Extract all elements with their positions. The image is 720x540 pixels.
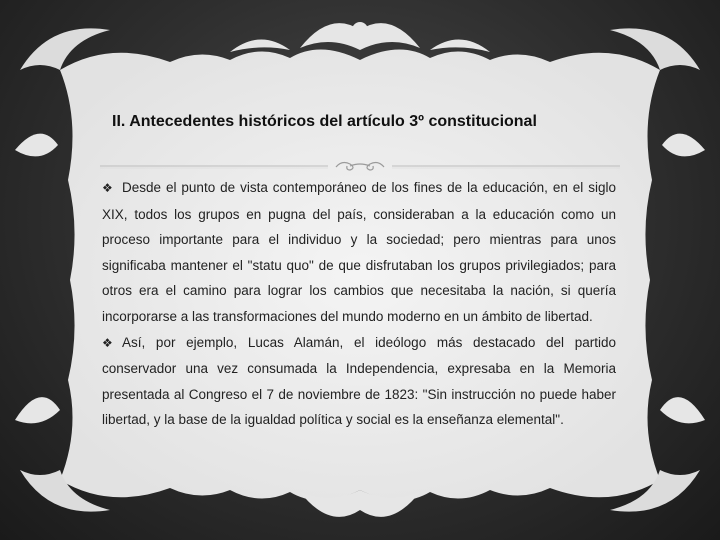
paragraph-2-text: Así, por ejemplo, Lucas Alamán, el ideólogo más destacado del partido conservador una vez consumada la Independencia, expresaba en la Memoria presentada al Congreso el 7 de noviembre de 1823: "Sin instrucción no puede haber libertad, y la base de la igualdad política y social es la enseñanza elemental". — [102, 334, 616, 428]
divider-swirl-icon — [336, 163, 384, 170]
diamond-bullet-icon: ❖ — [102, 181, 113, 195]
slide-title: II. Antecedentes históricos del artículo 3º constitucional — [112, 113, 537, 130]
title-divider — [100, 158, 620, 174]
top-scroll-ornament-icon — [230, 22, 490, 52]
paragraph-2 — [102, 330, 616, 433]
diamond-bullet-icon: ❖ — [102, 335, 113, 350]
paragraph-1-text: Desde el punto de vista contemporáneo de los fines de la educación, en el siglo XIX, todos los grupos en pugna del país, consideraban a la educación como un proceso importante para el individuo y la sociedad; pero mientras para unos significaba mantener el "statu quo" de que disfrutaban los grupos privilegiados; para otros era el camino para lograr los cambios que necesitaba la nación, si quería incorporarse a las transformaciones del mundo moderno en un ámbito de libertad. — [102, 180, 616, 324]
paragraph-1 — [102, 175, 616, 330]
slide-body — [102, 175, 616, 433]
